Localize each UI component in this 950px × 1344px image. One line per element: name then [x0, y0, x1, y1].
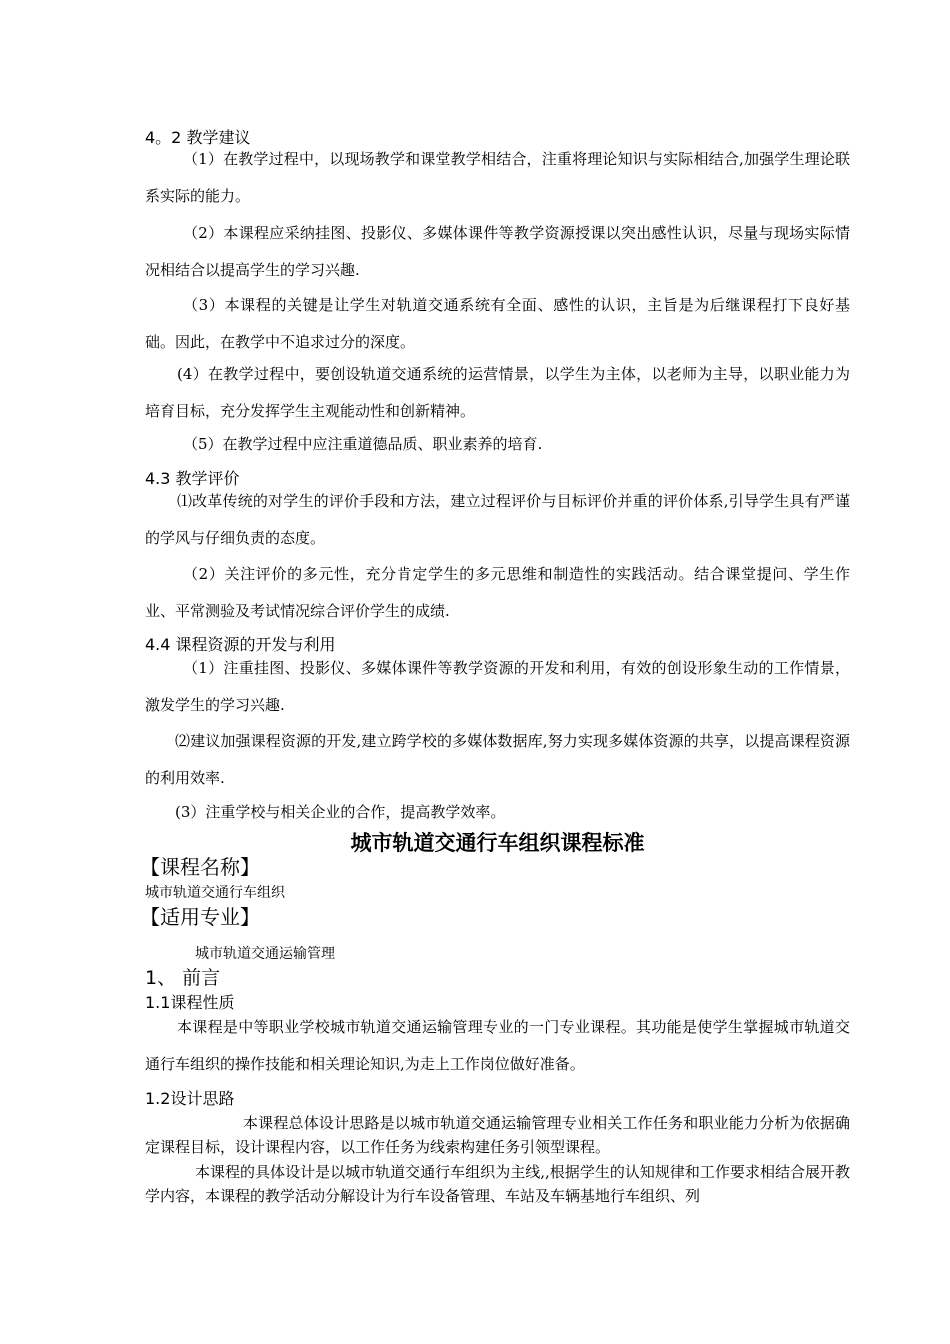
preface-heading: 1、 前言 — [145, 967, 221, 989]
major-value: 城市轨道交通运输管理 — [195, 946, 335, 962]
s12-paragraph-1: 本课程总体设计思路是以城市轨道交通运输管理专业相关工作任务和职业能力分析为依据确定课程目标，设计课程内容，以工作任务为线索构建任务引领型课程。 — [145, 1114, 850, 1156]
s43-paragraph-2: （2）关注评价的多元性，充分肯定学生的多元思维和制造性的实践活动。结合课堂提问、学生作业、平常测验及考试情况综合评价学生的成绩. — [145, 565, 850, 620]
section-4-4-heading: 4.4 课程资源的开发与利用 — [145, 635, 336, 654]
section-4-3-heading: 4.3 教学评价 — [145, 469, 240, 488]
section-1-2-heading: 1.2设计思路 — [145, 1089, 235, 1108]
s11-paragraph-1: 本课程是中等职业学校城市轨道交通运输管理专业的一门专业课程。其功能是使学生掌握城市轨道交通行车组织的操作技能和相关理论知识,为走上工作岗位做好准备。 — [145, 1018, 850, 1073]
s43-paragraph-1: ⑴改革传统的对学生的评价手段和方法，建立过程评价与目标评价并重的评价体系,引导学生具有严谨的学风与仔细负责的态度。 — [145, 492, 850, 547]
s44-paragraph-2: ⑵建议加强课程资源的开发,建立跨学校的多媒体数据库,努力实现多媒体资源的共享，以提高课程资源的利用效率. — [145, 732, 850, 787]
s42-paragraph-2: （2）本课程应采纳挂图、投影仪、多媒体课件等教学资源授课以突出感性认识，尽量与现场实际情况相结合以提高学生的学习兴趣. — [145, 224, 850, 279]
s42-paragraph-1: （1）在教学过程中，以现场教学和课堂教学相结合，注重将理论知识与实际相结合,加强学生理论联系实际的能力。 — [145, 150, 850, 205]
section-4-2-heading: 4。2 教学建议 — [145, 128, 251, 147]
s44-paragraph-3: (3）注重学校与相关企业的合作，提高教学效率。 — [175, 803, 506, 821]
s42-paragraph-3: （3）本课程的关键是让学生对轨道交通系统有全面、感性的认识，主旨是为后继课程打下良好基础。因此，在教学中不追求过分的深度。 — [145, 296, 850, 351]
course-name-label: 【课程名称】 — [140, 855, 260, 879]
s42-paragraph-5: （5）在教学过程中应注重道德品质、职业素养的培育. — [183, 435, 543, 453]
s44-paragraph-1: （1）注重挂图、投影仪、多媒体课件等教学资源的开发和利用，有效的创设形象生动的工作情景，激发学生的学习兴趣. — [145, 659, 850, 714]
section-1-1-heading: 1.1课程性质 — [145, 993, 235, 1012]
course-name-value: 城市轨道交通行车组织 — [145, 885, 285, 901]
s12-paragraph-2: 本课程的具体设计是以城市轨道交通行车组织为主线,,根据学生的认知规律和工作要求相结合展开教学内容，本课程的教学活动分解设计为行车设备管理、车站及车辆基地行车组织、列 — [145, 1163, 850, 1205]
document-title: 城市轨道交通行车组织课程标准 — [350, 831, 645, 855]
major-label: 【适用专业】 — [140, 905, 260, 929]
s42-paragraph-4: (4）在教学过程中，要创设轨道交通系统的运营情景，以学生为主体，以老师为主导，以职业能力为培育目标，充分发挥学生主观能动性和创新精神。 — [145, 365, 850, 420]
